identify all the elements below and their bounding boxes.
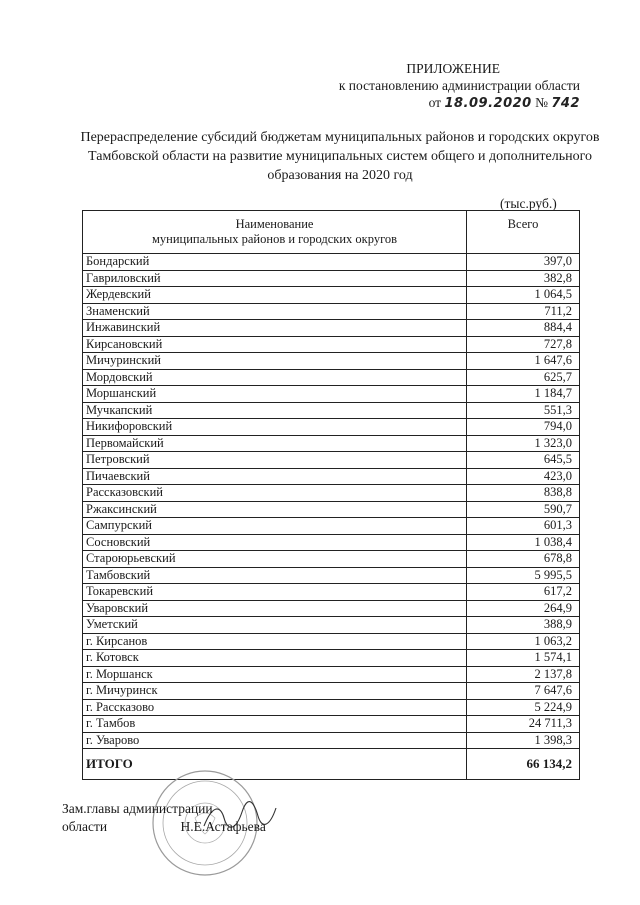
table-row	[83, 567, 580, 584]
table-row	[83, 551, 580, 568]
subsidy-value: 794,0	[467, 419, 580, 436]
district-name: Никифоровский	[83, 419, 467, 436]
table-row	[83, 287, 580, 304]
table-row	[83, 617, 580, 634]
table-row	[83, 435, 580, 452]
appendix-reference: к постановлению администрации области	[338, 78, 580, 93]
district-name: Кирсановский	[83, 336, 467, 353]
total-value: 66 134,2	[467, 749, 580, 780]
subsidy-value: 601,3	[467, 518, 580, 535]
table-row	[83, 452, 580, 469]
subsidy-value: 884,4	[467, 320, 580, 337]
appendix-date-line	[429, 95, 580, 110]
column-header-name-line1: Наименование	[235, 217, 314, 231]
district-name: Бондарский	[83, 254, 467, 271]
district-name: Токаревский	[83, 584, 467, 601]
table-row	[83, 716, 580, 733]
district-name: г. Моршанск	[83, 666, 467, 683]
district-name: г. Мичуринск	[83, 683, 467, 700]
number-sign: №	[535, 95, 548, 110]
table-row	[83, 650, 580, 667]
table-row	[83, 584, 580, 601]
table-row	[83, 386, 580, 403]
handwritten-date: 18.09.2020	[444, 96, 532, 111]
table-row	[83, 501, 580, 518]
subsidy-value: 382,8	[467, 270, 580, 287]
subsidy-value: 397,0	[467, 254, 580, 271]
district-name: г. Тамбов	[83, 716, 467, 733]
district-name: г. Кирсанов	[83, 633, 467, 650]
district-name: Ржаксинский	[83, 501, 467, 518]
subsidy-value: 590,7	[467, 501, 580, 518]
column-header-name-line2: муниципальных районов и городских округов	[151, 232, 398, 246]
column-header-name	[83, 211, 467, 254]
subsidy-value: 617,2	[467, 584, 580, 601]
subsidy-value: 1 323,0	[467, 435, 580, 452]
subsidy-value: 727,8	[467, 336, 580, 353]
subsidy-value: 551,3	[467, 402, 580, 419]
table-row	[83, 402, 580, 419]
district-name: г. Рассказово	[83, 699, 467, 716]
table-row	[83, 534, 580, 551]
district-name: Инжавинский	[83, 320, 467, 337]
subsidy-value: 5 224,9	[467, 699, 580, 716]
district-name: Тамбовский	[83, 567, 467, 584]
table-row	[83, 270, 580, 287]
appendix-header	[300, 60, 580, 112]
district-name: Пичаевский	[83, 468, 467, 485]
district-name: г. Уварово	[83, 732, 467, 749]
table-row	[83, 353, 580, 370]
signature-block	[62, 800, 266, 836]
table-header-row	[83, 211, 580, 254]
subsidy-value: 1 063,2	[467, 633, 580, 650]
subsidy-value: 1 398,3	[467, 732, 580, 749]
subsidy-value: 1 647,6	[467, 353, 580, 370]
table-row	[83, 600, 580, 617]
table-row	[83, 468, 580, 485]
district-name: Сампурский	[83, 518, 467, 535]
table-row	[83, 633, 580, 650]
table-row	[83, 732, 580, 749]
table-row	[83, 320, 580, 337]
district-name: Мордовский	[83, 369, 467, 386]
subsidy-value: 645,5	[467, 452, 580, 469]
appendix-title: ПРИЛОЖЕНИЕ	[406, 61, 500, 76]
district-name: Староюрьевский	[83, 551, 467, 568]
subsidy-value: 2 137,8	[467, 666, 580, 683]
subsidy-value: 5 995,5	[467, 567, 580, 584]
subsidy-value: 1 064,5	[467, 287, 580, 304]
subsidy-value: 625,7	[467, 369, 580, 386]
total-label: ИТОГО	[83, 749, 467, 780]
district-name: Рассказовский	[83, 485, 467, 502]
handwritten-number: 742	[551, 96, 580, 111]
district-name: Гавриловский	[83, 270, 467, 287]
district-name: Петровский	[83, 452, 467, 469]
subsidy-table	[82, 210, 580, 780]
subsidy-value: 24 711,3	[467, 716, 580, 733]
subsidy-value: 838,8	[467, 485, 580, 502]
district-name: Мучкапский	[83, 402, 467, 419]
subsidy-value: 1 184,7	[467, 386, 580, 403]
signatory-position: Зам.главы администрации	[62, 801, 213, 816]
district-name: Знаменский	[83, 303, 467, 320]
district-name: Уметский	[83, 617, 467, 634]
table-row	[83, 683, 580, 700]
subsidy-value: 264,9	[467, 600, 580, 617]
table-row	[83, 518, 580, 535]
district-name: Моршанский	[83, 386, 467, 403]
district-name: Мичуринский	[83, 353, 467, 370]
date-prefix: от	[428, 95, 442, 110]
table-row	[83, 303, 580, 320]
subsidy-value: 1 574,1	[467, 650, 580, 667]
unit-label: (тыс.руб.)	[500, 196, 557, 211]
subsidy-value: 7 647,6	[467, 683, 580, 700]
document-title: Перераспределение субсидий бюджетам муниципальных районов и городских округов Тамбовской области на развитие муниципальных систем общего и дополнительного образования на 2020 год	[80, 130, 600, 183]
district-name: г. Котовск	[83, 650, 467, 667]
district-name: Уваровский	[83, 600, 467, 617]
signatory-name: Н.Е.Астафьева	[180, 819, 266, 834]
signatory-position-line2: области	[62, 819, 108, 834]
table-row	[83, 666, 580, 683]
table-row	[83, 254, 580, 271]
subsidy-value: 711,2	[467, 303, 580, 320]
district-name: Жердевский	[83, 287, 467, 304]
table-row	[83, 369, 580, 386]
subsidy-value: 1 038,4	[467, 534, 580, 551]
subsidy-value: 423,0	[467, 468, 580, 485]
district-name: Сосновский	[83, 534, 467, 551]
column-header-total: Всего	[467, 211, 580, 254]
subsidy-value: 388,9	[467, 617, 580, 634]
table-row	[83, 336, 580, 353]
table-row	[83, 419, 580, 436]
table-row	[83, 485, 580, 502]
table-row	[83, 699, 580, 716]
subsidy-value: 678,8	[467, 551, 580, 568]
district-name: Первомайский	[83, 435, 467, 452]
